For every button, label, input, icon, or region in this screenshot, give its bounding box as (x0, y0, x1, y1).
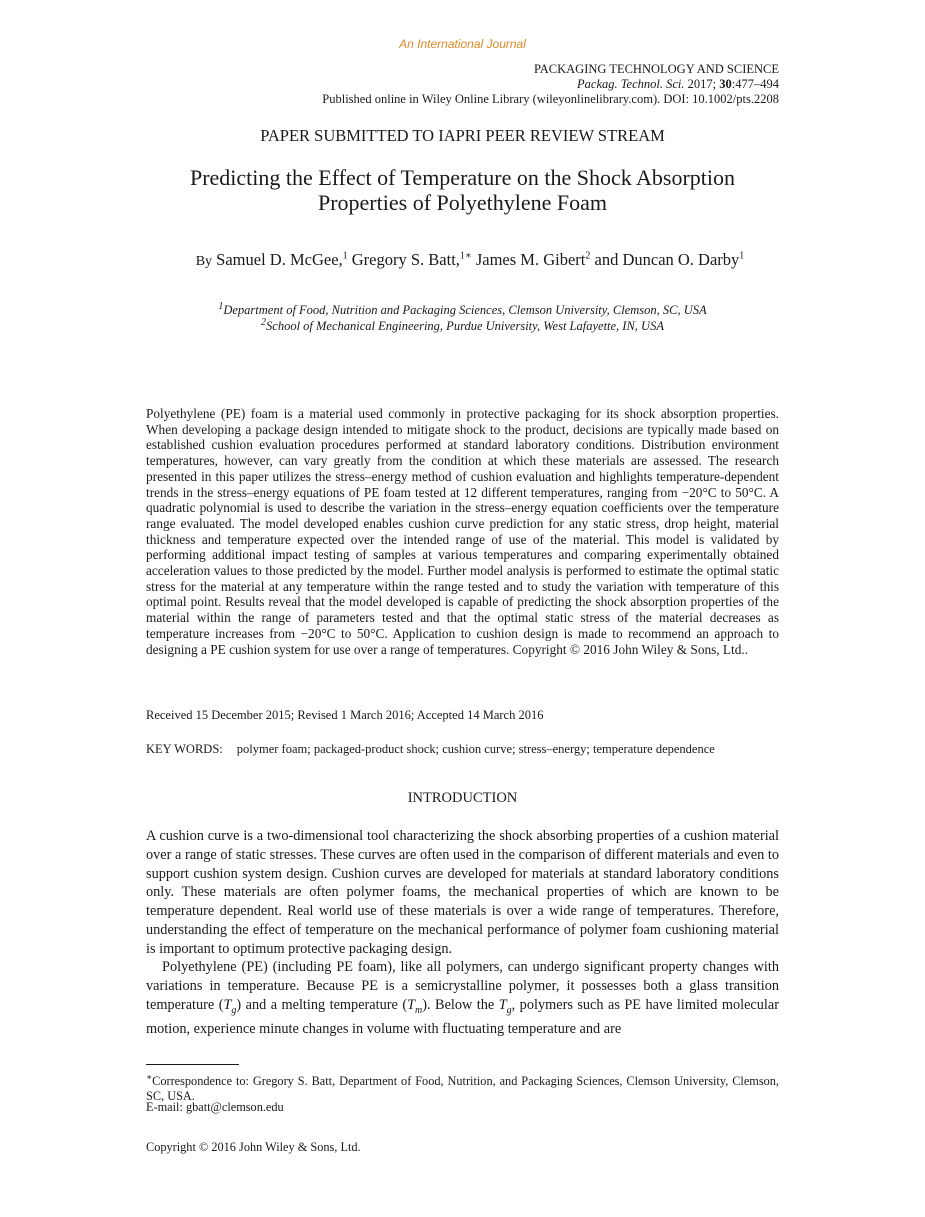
author-1-affil: 1 (342, 250, 348, 262)
affiliation-1 (0, 300, 925, 318)
journal-tag: An International Journal (399, 37, 526, 51)
title-line-1: Predicting the Effect of Temperature on the Shock Absorption (189, 165, 736, 190)
citation-line (577, 77, 779, 92)
author-3: James M. Gibert (475, 250, 586, 269)
para2-part3: ). Below the (422, 996, 499, 1013)
copyright-line: Copyright © 2016 John Wiley & Sons, Ltd. (146, 1140, 361, 1154)
author-2-affil: 1∗ (459, 250, 472, 262)
affiliation-2 (0, 316, 925, 334)
affiliation-1-text: Department of Food, Nutrition and Packaging Sciences, Clemson University, Clemson, SC, USA (223, 303, 707, 317)
footnote-rule (146, 1064, 239, 1065)
affiliation-2-mark: 2 (261, 316, 267, 328)
tg-subscript: g (231, 1004, 237, 1016)
affiliation-2-text: School of Mechanical Engineering, Purdue University, West Lafayette, IN, USA (266, 319, 664, 333)
journal-name: PACKAGING TECHNOLOGY AND SCIENCE (533, 62, 779, 76)
correspondence-footnote (146, 1070, 779, 1103)
keywords-label: KEY WORDS: (146, 742, 223, 756)
intro-paragraph-1: A cushion curve is a two-dimensional tool characterizing the shock absorbing properties of a cushion material over a range of static stresses. These curves are often used in the comparison of different materials and even to support cushion system design. Cushion curves are developed for materials at standard laboratory conditions only. These materials are often polymer foams, the mechanical properties of which are known to be temperature dependent. Real world use of these materials is over a wide range of temperatures. Therefore, understanding the effect of temperature on the mechanical performance of polymer foam cushioning material is important to optimum protective packaging design. (146, 828, 779, 957)
citation-abbrev: Packag. Technol. Sci. (577, 77, 685, 91)
and-word: and (594, 250, 619, 269)
author-2: Gregory S. Batt, (351, 250, 460, 269)
tg-subscript-2: g (506, 1004, 512, 1016)
published-line: Published online in Wiley Online Library (wileyonlinelibrary.com). DOI: 10.1002/pts.2208 (322, 92, 779, 106)
para2-part2: ) and a melting temperature ( (236, 996, 408, 1013)
by-label: By (195, 254, 213, 269)
para2-part4: , polymers such as PE have limited molecular motion, experience minute changes in volume with fluctuating temperature and are (146, 996, 779, 1038)
footnote-mark: ∗ (146, 1072, 153, 1082)
author-1: Samuel D. McGee, (216, 250, 343, 269)
section-heading-introduction: INTRODUCTION (407, 790, 518, 806)
keywords (146, 742, 779, 757)
author-4: Duncan O. Darby (622, 250, 740, 269)
citation-year: 2017; (687, 77, 717, 91)
author-list (0, 250, 925, 270)
abstract: Polyethylene (PE) foam is a material used commonly in protective packaging for its shock absorption properties. When developing a package design intended to mitigate shock to the product, decisions are typically made based on established cushion evaluation procedures performed at standard laboratory conditions. Distribution environment temperatures, however, can vary greatly from the condition at which these materials are assessed. The research presented in this paper utilizes the stress–energy method of cushion evaluation and highlights temperature-dependent trends in the stress–energy equations of PE foam tested at 12 different temperatures, ranging from −20°C to 50°C. A quadratic polynomial is used to describe the variation in the stress–energy equation coefficients over the temperature range evaluated. The model developed enables cushion curve prediction for any static stress, drop height, material thickness and temperature expected over the intended range of use of the material. This model is validated by performing additional impact testing of samples at various temperatures and comparing experimentally obtained acceleration values to those predicted by the model. Further model analysis is performed to estimate the optimal static stress for the material at any temperature within the range tested and to study the variation with temperature of this optimal point. Results reveal that the model developed is capable of predicting the shock absorption properties of the material within the range of parameters tested and that the optimal static stress of the material decreases as temperature increases from −20°C to 50°C. Application to cushion design is made to recommend an approach to designing a PE cushion system for use over a range of temperatures. Copyright © 2016 John Wiley & Sons, Ltd.. (146, 406, 779, 657)
footnote-text: Correspondence to: Gregory S. Batt, Department of Food, Nutrition, and Packaging Sciences, Clemson University, Clemson, SC, USA. (146, 1074, 779, 1103)
stream-heading: PAPER SUBMITTED TO IAPRI PEER REVIEW STREAM (260, 126, 665, 145)
citation-volume: 30 (719, 77, 732, 91)
tg-symbol-2: T (498, 996, 507, 1013)
para2-part1: Polyethylene (PE) (including PE foam), like all polymers, can undergo significant property changes with variations in temperature. Because PE is a semicrystalline polymer, it possesses both a glass transition temperature ( (146, 959, 779, 1013)
paper-title (140, 165, 785, 215)
intro-paragraph-2 (146, 958, 779, 1039)
citation-pages: :477–494 (731, 77, 779, 91)
tg-symbol: T (223, 996, 232, 1013)
title-line-2: Properties of Polyethylene Foam (317, 190, 607, 215)
affiliation-1-mark: 1 (218, 300, 224, 312)
tm-subscript: m (415, 1004, 423, 1016)
keywords-list: polymer foam; packaged-product shock; cushion curve; stress–energy; temperature dependence (236, 742, 715, 756)
tm-symbol: T (407, 996, 416, 1013)
received-dates: Received 15 December 2015; Revised 1 March 2016; Accepted 14 March 2016 (146, 708, 544, 722)
author-3-affil: 2 (585, 250, 591, 262)
footnote-email: E-mail: gbatt@clemson.edu (146, 1100, 284, 1114)
author-4-affil: 1 (739, 250, 745, 262)
